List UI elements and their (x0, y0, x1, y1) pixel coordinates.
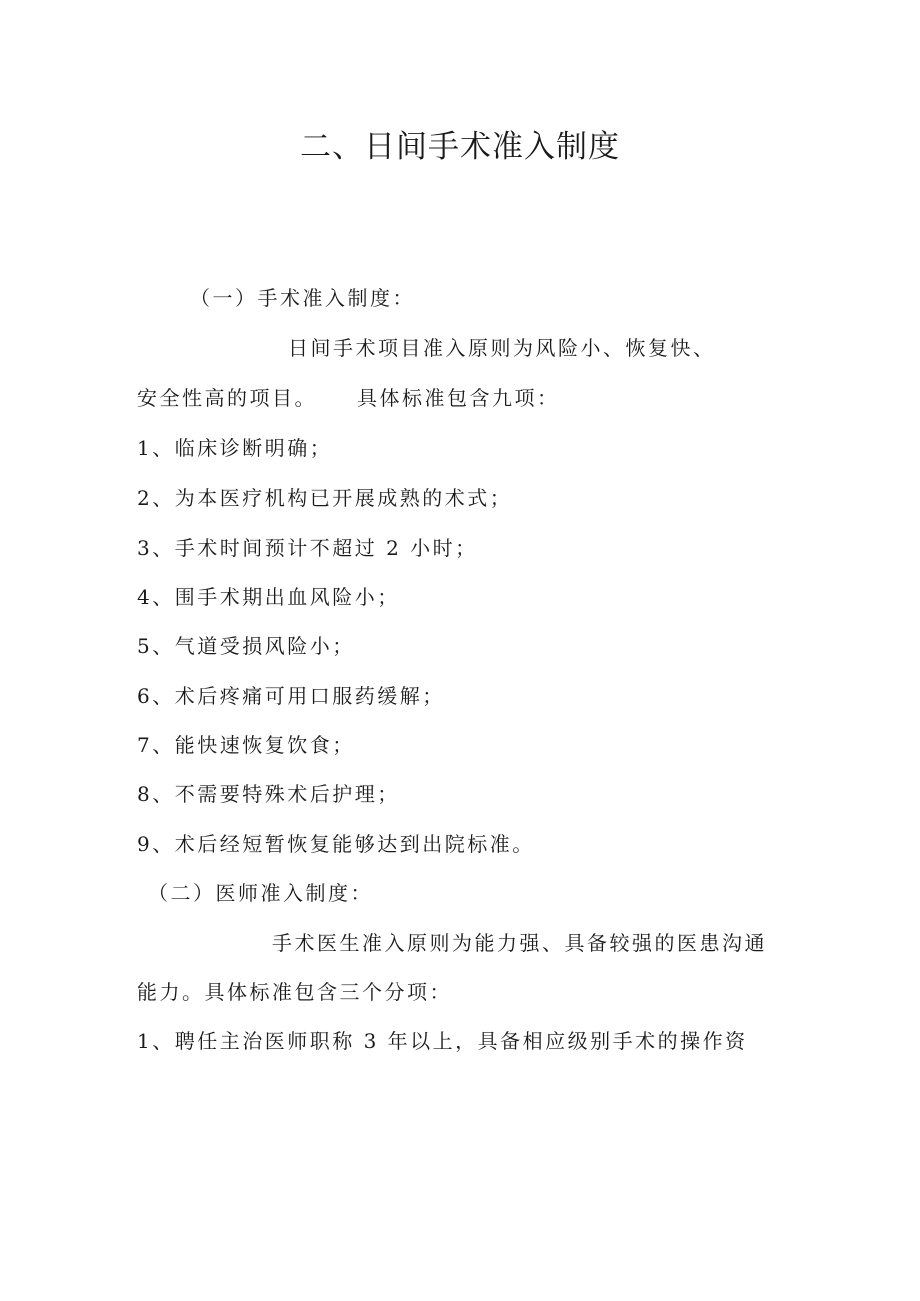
section-1-item: 4、围手术期出血风险小； (137, 585, 400, 609)
section-1-intro-line-2 (137, 383, 560, 413)
section-2-heading: （二）医师准入制度： (148, 881, 373, 905)
section-2-item: 1、聘任主治医师职称 3 年以上，具备相应级别手术的操作资 (137, 1029, 748, 1053)
section-1-intro-line-1: 日间手术项目准入原则为风险小、恢复快、 (288, 336, 716, 360)
section-1-item: 7、能快速恢复饮食； (137, 733, 355, 757)
section-1-item: 9、术后经短暂恢复能够达到出院标准。 (137, 832, 535, 856)
section-1-item: 2、为本医疗机构已开展成熟的术式； (137, 486, 513, 510)
page-title: 二、日间手术准入制度 (300, 129, 620, 165)
section-2-intro-line-1: 手术医生准入原则为能力强、具备较强的医患沟通 (272, 931, 767, 955)
section-1-intro-line-2-part-b: 具体标准包含九项： (357, 386, 560, 410)
section-2-intro-line-2: 能力。具体标准包含三个分项： (137, 980, 452, 1004)
section-1-item: 8、不需要特殊术后护理； (137, 782, 400, 806)
section-1-intro-line-2-part-a: 安全性高的项目。 (137, 386, 317, 410)
section-1-item: 6、术后疼痛可用口服药缓解； (137, 684, 445, 708)
section-1-item: 3、手术时间预计不超过 2 小时； (137, 536, 478, 560)
section-1-item: 5、气道受损风险小； (137, 634, 355, 658)
section-1-item: 1、临床诊断明确； (137, 436, 333, 460)
section-1-heading: （一）手术准入制度： (190, 286, 415, 310)
